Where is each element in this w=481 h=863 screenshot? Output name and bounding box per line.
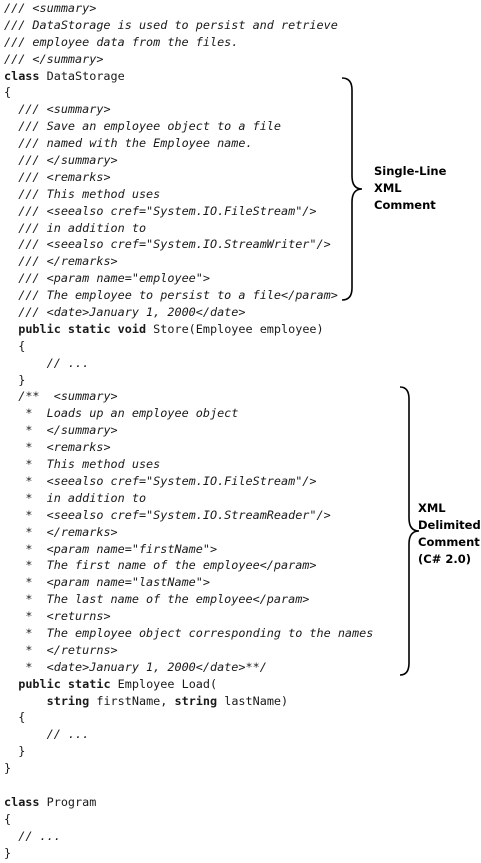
code-comment: * <param name="firstName"> <box>25 541 218 556</box>
code-line <box>4 372 373 389</box>
code-token: } <box>4 761 12 776</box>
code-line <box>4 84 373 101</box>
single-line-xml-comment-label <box>374 163 446 214</box>
code-comment: /// <seealso cref="System.IO.FileStream"/> <box>18 203 317 218</box>
code-line <box>4 845 373 862</box>
code-comment: /// The employee to persist to a file</param> <box>18 288 338 303</box>
code-line <box>4 743 373 760</box>
code-line <box>4 794 373 811</box>
code-token: { <box>18 710 26 725</box>
code-token: Store(Employee employee) <box>146 321 324 336</box>
annotation-line: XML <box>374 181 402 195</box>
code-line <box>4 304 373 321</box>
code-comment: /// <summary> <box>4 1 97 15</box>
code-keyword: class <box>4 794 40 809</box>
code-line <box>4 693 373 710</box>
code-comment: /// <date>January 1, 2000</date> <box>18 305 246 320</box>
code-token: lastName) <box>217 693 289 708</box>
code-token: firstName, <box>89 693 175 708</box>
code-keyword: public static <box>18 676 111 691</box>
code-comment: * <seealso cref="System.IO.FileStream"/> <box>25 473 317 488</box>
code-comment: * </returns> <box>25 642 118 657</box>
code-line <box>4 591 373 608</box>
xml-delimited-comment-label <box>418 500 481 568</box>
annotation-line: Delimited <box>418 518 481 532</box>
annotation-line: Comment <box>418 535 480 549</box>
code-line <box>4 676 373 693</box>
code-line <box>4 422 373 439</box>
code-token: { <box>18 338 26 353</box>
code-token: DataStorage <box>39 68 125 83</box>
code-line <box>4 236 373 253</box>
code-comment: /// employee data from the files. <box>4 34 239 49</box>
code-line <box>4 51 373 68</box>
code-comment: * The employee object corresponding to the names <box>25 625 374 640</box>
code-line <box>4 490 373 507</box>
code-line <box>4 0 373 17</box>
code-line <box>4 338 373 355</box>
code-line <box>4 659 373 676</box>
code-line <box>4 355 373 372</box>
code-comment: /// in addition to <box>18 220 147 235</box>
code-comment: /// DataStorage is used to persist and retrieve <box>4 17 338 32</box>
code-line <box>4 152 373 169</box>
code-comment: * <remarks> <box>25 440 111 455</box>
code-comment: /** <summary> <box>18 389 118 404</box>
code-keyword: public static void <box>18 321 147 336</box>
code-comment: /// Save an employee object to a file <box>18 119 282 134</box>
code-comment: /// </remarks> <box>18 254 118 269</box>
code-comment: // ... <box>18 828 61 843</box>
code-comment: /// <summary> <box>18 102 111 117</box>
code-line <box>4 253 373 270</box>
annotation-line: XML <box>418 501 446 515</box>
code-line <box>4 17 373 34</box>
code-comment: * <param name="lastName"> <box>25 575 210 590</box>
code-line <box>4 101 373 118</box>
code-line <box>4 456 373 473</box>
code-keyword: string <box>174 693 218 708</box>
code-comment: /// </summary> <box>4 51 104 66</box>
code-listing <box>4 0 373 861</box>
code-line <box>4 388 373 405</box>
code-token: } <box>4 845 12 860</box>
code-comment: /// <seealso cref="System.IO.StreamWriter"/> <box>18 237 331 252</box>
code-comment: * <returns> <box>25 609 111 624</box>
code-comment: * </summary> <box>25 423 118 438</box>
code-line <box>4 811 373 828</box>
code-token: Employee Load( <box>110 676 218 691</box>
code-comment: * </remarks> <box>25 524 118 539</box>
code-comment: /// This method uses <box>18 186 161 201</box>
code-comment: * The last name of the employee</param> <box>25 592 310 607</box>
code-comment: /// named with the Employee name. <box>18 136 253 151</box>
code-line <box>4 608 373 625</box>
code-line <box>4 828 373 845</box>
code-line <box>4 625 373 642</box>
code-keyword: class <box>4 68 40 83</box>
annotation-line: Comment <box>374 198 436 212</box>
code-line <box>4 118 373 135</box>
code-comment: * The first name of the employee</param> <box>25 558 317 573</box>
code-line <box>4 439 373 456</box>
code-comment: * This method uses <box>25 457 161 472</box>
code-comment: * <seealso cref="System.IO.StreamReader"/> <box>25 507 331 522</box>
code-line <box>4 68 373 85</box>
code-line <box>4 777 373 794</box>
code-comment: * Loads up an employee object <box>25 406 239 421</box>
code-comment: * <date>January 1, 2000</date>**/ <box>25 659 267 674</box>
code-line <box>4 524 373 541</box>
code-line <box>4 186 373 203</box>
code-line <box>4 203 373 220</box>
code-line <box>4 557 373 574</box>
code-line <box>4 473 373 490</box>
code-line <box>4 220 373 237</box>
code-comment: * in addition to <box>25 490 147 505</box>
code-comment: // ... <box>46 355 90 370</box>
code-line <box>4 541 373 558</box>
code-token: Program <box>39 794 97 809</box>
code-comment: /// <remarks> <box>18 169 111 184</box>
annotation-line: (C# 2.0) <box>418 552 471 566</box>
code-keyword: string <box>46 693 90 708</box>
code-line <box>4 507 373 524</box>
code-token: } <box>18 744 26 759</box>
code-token: } <box>18 372 26 387</box>
code-line <box>4 34 373 51</box>
code-line <box>4 760 373 777</box>
code-line <box>4 726 373 743</box>
code-comment: /// <param name="employee"> <box>18 271 210 286</box>
code-token: { <box>4 811 12 826</box>
code-line <box>4 321 373 338</box>
code-line <box>4 287 373 304</box>
code-line <box>4 169 373 186</box>
code-token: { <box>4 85 12 100</box>
annotation-line: Single-Line <box>374 164 447 178</box>
code-line <box>4 270 373 287</box>
code-line <box>4 135 373 152</box>
single-line-brace <box>340 76 370 302</box>
code-comment: // ... <box>46 727 90 742</box>
code-line <box>4 405 373 422</box>
code-line <box>4 574 373 591</box>
code-line <box>4 709 373 726</box>
code-comment: /// </summary> <box>18 153 118 168</box>
code-line <box>4 642 373 659</box>
